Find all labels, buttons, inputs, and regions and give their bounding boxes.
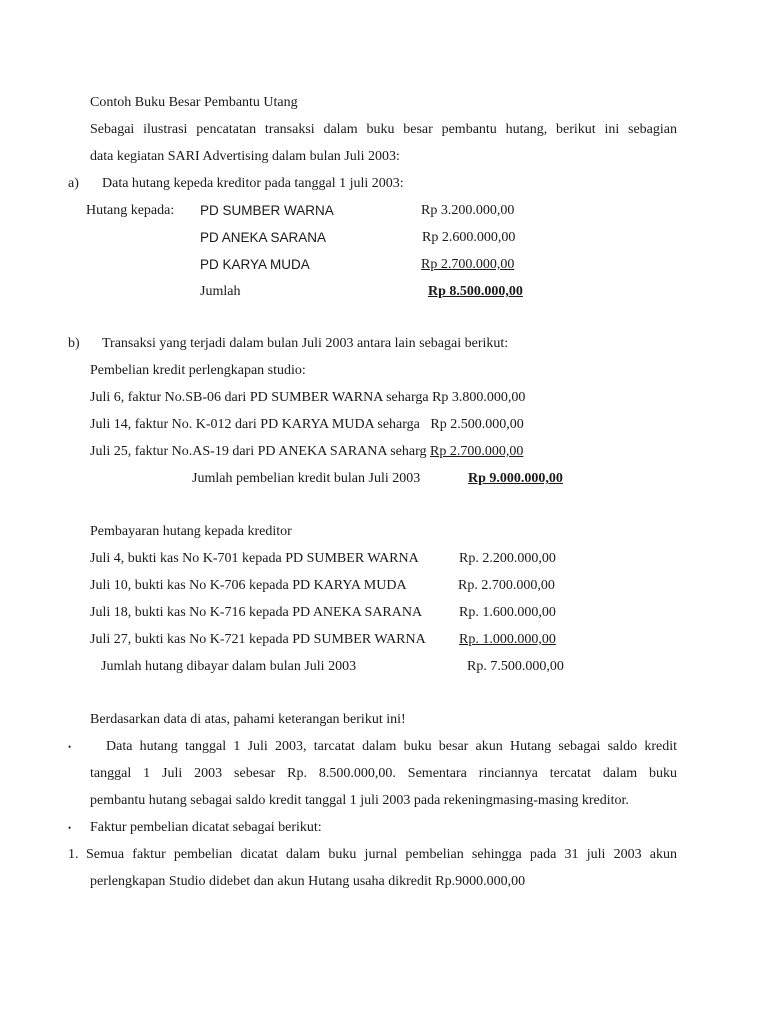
creditor-amount: Rp 2.600.000,00 <box>422 230 516 245</box>
bullet-icon: • <box>68 742 72 752</box>
debt-label: Hutang kepada: <box>86 203 175 218</box>
list-item-1-line-2: perlengkapan Studio didebet dan akun Hutang usaha dikredit Rp.9000.000,00 <box>90 874 526 889</box>
purchase-amount: Rp 2.700.000,00 <box>430 444 524 459</box>
payments-total-amount: Rp. 7.500.000,00 <box>467 659 564 674</box>
payment-amount: Rp. 2.200.000,00 <box>459 551 556 566</box>
purchases-total-label: Jumlah pembelian kredit bulan Juli 2003 <box>192 471 421 486</box>
section-b-heading: Transaksi yang terjadi dalam bulan Juli 2003 antara lain sebagai berikut: <box>102 336 509 351</box>
creditor-amount: Rp 3.200.000,00 <box>421 203 515 218</box>
list-item-marker: 1. <box>68 847 79 862</box>
section-a-heading: Data hutang kepeda kreditor pada tanggal 1 juli 2003: <box>102 176 404 191</box>
payment-amount: Rp. 2.700.000,00 <box>458 578 555 593</box>
purchase-desc: Juli 25, faktur No.AS-19 dari PD ANEKA SARANA seharg <box>90 444 427 459</box>
payment-amount: Rp. 1.000.000,00 <box>459 632 556 647</box>
bullet-1-line-3: pembantu hutang sebagai saldo kredit tanggal 1 juli 2003 pada rekeningmasing-masing kreditor. <box>90 793 629 808</box>
bullet-2-text: Faktur pembelian dicatat sebagai berikut: <box>90 820 322 835</box>
payments-title: Pembayaran hutang kepada kreditor <box>90 524 292 539</box>
purchase-row <box>90 443 523 461</box>
explanation-intro: Berdasarkan data di atas, pahami keterangan berikut ini! <box>90 712 406 727</box>
payment-desc: Juli 4, bukti kas No K-701 kepada PD SUMBER WARNA <box>90 551 419 566</box>
payment-desc: Juli 18, bukti kas No K-716 kepada PD ANEKA SARANA <box>90 605 423 620</box>
debt-total-label: Jumlah <box>200 284 241 299</box>
debt-total-amount: Rp 8.500.000,00 <box>428 284 523 299</box>
purchase-desc: Juli 6, faktur No.SB-06 dari PD SUMBER WARNA seharga <box>90 390 429 405</box>
bullet-1-line-2: tanggal 1 Juli 2003 sebesar Rp. 8.500.000,00. Sementara rinciannya tercatat dalam buku <box>90 766 677 781</box>
section-a-marker: a) <box>68 176 79 191</box>
purchase-amount: Rp 3.800.000,00 <box>432 390 526 405</box>
payment-desc: Juli 10, bukti kas No K-706 kepada PD KARYA MUDA <box>90 578 407 593</box>
bullet-1-line-1: Data hutang tanggal 1 Juli 2003, tarcatat dalam buku besar akun Hutang sebagai saldo kredit <box>106 739 677 754</box>
payment-amount: Rp. 1.600.000,00 <box>459 605 556 620</box>
purchase-row <box>90 416 524 434</box>
purchase-amount: Rp 2.500.000,00 <box>430 417 524 432</box>
purchase-row <box>90 389 525 407</box>
payments-total-label: Jumlah hutang dibayar dalam bulan Juli 2003 <box>101 659 357 674</box>
page-title: Contoh Buku Besar Pembantu Utang <box>90 95 298 110</box>
purchase-desc: Juli 14, faktur No. K-012 dari PD KARYA MUDA seharga <box>90 417 420 432</box>
intro-line-1: Sebagai ilustrasi pencatatan transaksi dalam buku besar pembantu hutang, berikut ini sebagian <box>90 122 677 137</box>
section-b-marker: b) <box>68 336 80 351</box>
creditor-name: PD KARYA MUDA <box>200 257 310 272</box>
purchases-total-amount: Rp 9.000.000,00 <box>468 471 563 486</box>
purchases-title: Pembelian kredit perlengkapan studio: <box>90 363 306 378</box>
creditor-amount: Rp 2.700.000,00 <box>421 257 515 272</box>
bullet-icon: • <box>68 823 72 833</box>
list-item-1-line-1: Semua faktur pembelian dicatat dalam buku jurnal pembelian sehingga pada 31 juli 2003 akun <box>86 847 677 862</box>
payment-desc: Juli 27, bukti kas No K-721 kepada PD SUMBER WARNA <box>90 632 426 647</box>
creditor-name: PD ANEKA SARANA <box>200 230 327 245</box>
intro-line-2: data kegiatan SARI Advertising dalam bulan Juli 2003: <box>90 149 400 164</box>
creditor-name: PD SUMBER WARNA <box>200 203 334 218</box>
